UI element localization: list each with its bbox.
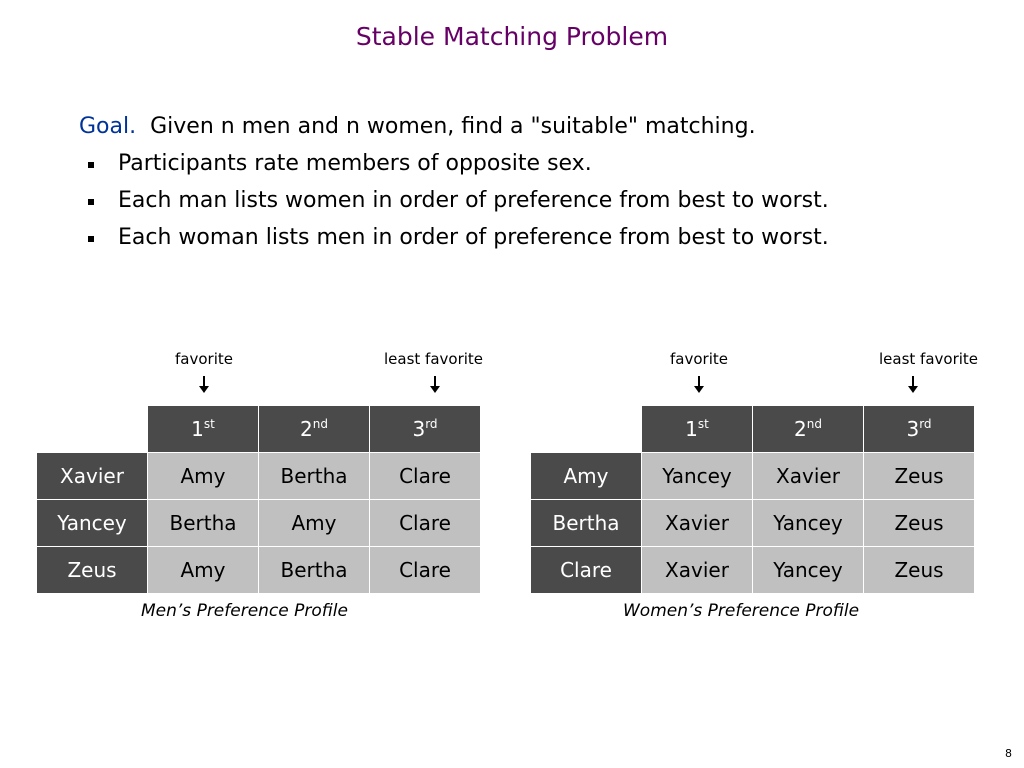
goal-label: Goal.: [79, 114, 137, 139]
table-row: [531, 547, 975, 594]
rank-header: 1st: [642, 406, 753, 453]
square-bullet-icon: [88, 199, 94, 205]
row-name: Bertha: [531, 500, 642, 547]
rank-header: 2nd: [753, 406, 864, 453]
down-arrow-icon: [203, 376, 205, 390]
men-least-favorite-label: least favorite: [384, 350, 484, 368]
pref-cell: Yancey: [753, 500, 864, 547]
pref-cell: Yancey: [642, 453, 753, 500]
rank-header: 3rd: [370, 406, 481, 453]
header-row: [531, 406, 975, 453]
slide-title: Stable Matching Problem: [355, 22, 669, 51]
men-favorite-label: favorite: [175, 350, 233, 368]
pref-cell: Xavier: [642, 500, 753, 547]
corner-cell: [531, 406, 642, 453]
bullet-list: [88, 150, 829, 261]
row-name: Xavier: [37, 453, 148, 500]
pref-cell: Xavier: [642, 547, 753, 594]
pref-cell: Clare: [370, 453, 481, 500]
pref-cell: Bertha: [259, 453, 370, 500]
rank-header: 3rd: [864, 406, 975, 453]
women-table-caption: Women’s Preference Profile: [623, 601, 860, 621]
pref-cell: Bertha: [148, 500, 259, 547]
pref-cell: Clare: [370, 547, 481, 594]
women-least-favorite-label: least favorite: [879, 350, 979, 368]
rank-header: 1st: [148, 406, 259, 453]
pref-cell: Yancey: [753, 547, 864, 594]
bullet-text: Each woman lists men in order of preference from best to worst.: [118, 225, 829, 250]
bullet-item: [88, 224, 829, 261]
header-row: [37, 406, 481, 453]
men-preference-table: [36, 405, 481, 594]
pref-cell: Zeus: [864, 500, 975, 547]
women-favorite-label: favorite: [670, 350, 728, 368]
row-name: Zeus: [37, 547, 148, 594]
goal-text: Given n men and n women, find a "suitable" matching.: [150, 114, 756, 139]
row-name: Amy: [531, 453, 642, 500]
row-name: Clare: [531, 547, 642, 594]
down-arrow-icon: [698, 376, 700, 390]
bullet-text: Each man lists women in order of preference from best to worst.: [118, 188, 829, 213]
down-arrow-icon: [912, 376, 914, 390]
page-number: 8: [1005, 747, 1012, 760]
pref-cell: Bertha: [259, 547, 370, 594]
table-row: [531, 453, 975, 500]
table-row: [37, 547, 481, 594]
square-bullet-icon: [88, 162, 94, 168]
corner-cell: [37, 406, 148, 453]
pref-cell: Xavier: [753, 453, 864, 500]
goal-line: [79, 114, 756, 139]
pref-cell: Amy: [148, 547, 259, 594]
table-row: [37, 453, 481, 500]
down-arrow-icon: [434, 376, 436, 390]
men-table-caption: Men’s Preference Profile: [141, 601, 348, 621]
pref-cell: Zeus: [864, 453, 975, 500]
pref-cell: Clare: [370, 500, 481, 547]
bullet-item: [88, 187, 829, 224]
bullet-text: Participants rate members of opposite sex.: [118, 151, 592, 176]
pref-cell: Amy: [259, 500, 370, 547]
women-preference-table: [530, 405, 975, 594]
bullet-item: [88, 150, 829, 187]
row-name: Yancey: [37, 500, 148, 547]
table-row: [37, 500, 481, 547]
rank-header: 2nd: [259, 406, 370, 453]
table-row: [531, 500, 975, 547]
pref-cell: Amy: [148, 453, 259, 500]
square-bullet-icon: [88, 236, 94, 242]
pref-cell: Zeus: [864, 547, 975, 594]
